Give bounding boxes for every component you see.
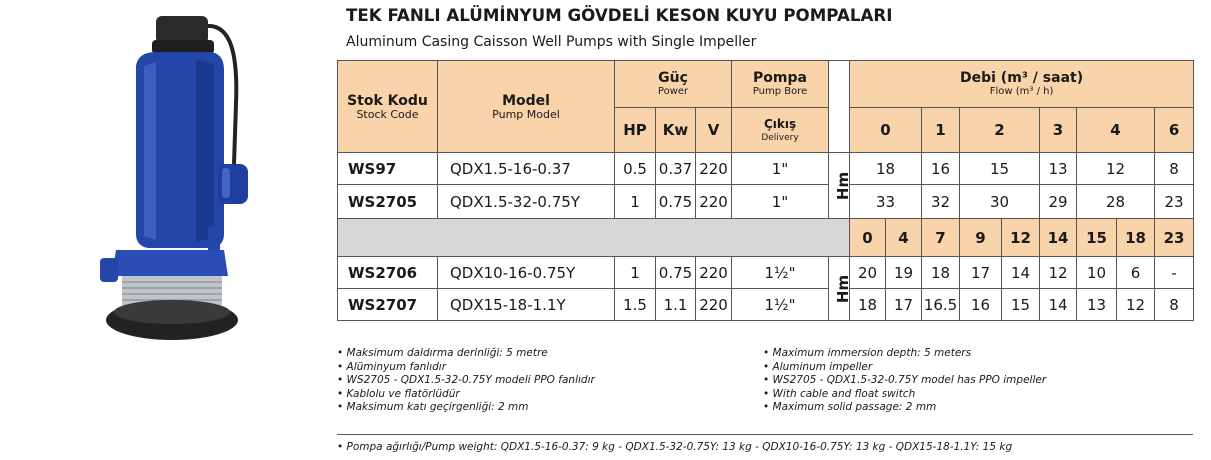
model-name: QDX1.5-16-0.37 bbox=[438, 153, 615, 185]
flow-col-g2: 9 bbox=[960, 219, 1002, 257]
flow-col-g2: 18 bbox=[1117, 219, 1155, 257]
v-value: 220 bbox=[696, 289, 732, 321]
power-header: Güç Power bbox=[615, 61, 732, 108]
note-item: • Aluminum impeller bbox=[763, 360, 873, 373]
notes-divider bbox=[337, 434, 1193, 435]
head-value: 17 bbox=[886, 289, 922, 321]
flow-col-g1: 0 bbox=[850, 108, 922, 153]
flow-col-g1: 6 bbox=[1155, 108, 1194, 153]
bore-value: 1½" bbox=[732, 289, 829, 321]
head-value: 18 bbox=[850, 289, 886, 321]
stock-code: WS97 bbox=[338, 153, 438, 185]
note-item: • Kablolu ve flatörlüdür bbox=[337, 387, 460, 400]
head-value: 20 bbox=[850, 257, 886, 289]
hm-spacer-header bbox=[829, 61, 850, 153]
head-value: 16.5 bbox=[922, 289, 960, 321]
hp-value: 0.5 bbox=[615, 153, 656, 185]
model-name: QDX1.5-32-0.75Y bbox=[438, 185, 615, 219]
header-row-1 bbox=[338, 61, 1194, 108]
hp-value: 1.5 bbox=[615, 289, 656, 321]
head-value: 16 bbox=[922, 153, 960, 185]
flow-col-g1: 1 bbox=[922, 108, 960, 153]
model-name: QDX10-16-0.75Y bbox=[438, 257, 615, 289]
flow-col-g2: 7 bbox=[922, 219, 960, 257]
head-value: 15 bbox=[960, 153, 1040, 185]
v-header: V bbox=[696, 108, 732, 153]
gray-separator bbox=[338, 219, 850, 257]
model-name: QDX15-18-1.1Y bbox=[438, 289, 615, 321]
note-item: • WS2705 - QDX1.5-32-0.75Y modeli PPO fanlıdır bbox=[337, 374, 595, 386]
spec-table bbox=[337, 60, 1194, 321]
flow-col-g2: 0 bbox=[850, 219, 886, 257]
head-value: 23 bbox=[1155, 185, 1194, 219]
head-value: 29 bbox=[1040, 185, 1077, 219]
head-value: 15 bbox=[1002, 289, 1040, 321]
head-value: 17 bbox=[960, 257, 1002, 289]
stock-code: WS2707 bbox=[338, 289, 438, 321]
v-value: 220 bbox=[696, 153, 732, 185]
flow-col-g2: 23 bbox=[1155, 219, 1194, 257]
v-value: 220 bbox=[696, 257, 732, 289]
head-value: 19 bbox=[886, 257, 922, 289]
head-value: 18 bbox=[850, 153, 922, 185]
flow-col-g1: 4 bbox=[1077, 108, 1155, 153]
group2-header-row bbox=[338, 219, 1194, 257]
table-row bbox=[338, 185, 1194, 219]
kw-value: 0.75 bbox=[656, 257, 696, 289]
head-value: 32 bbox=[922, 185, 960, 219]
weight-note: • Pompa ağırlığı/Pump weight: QDX1.5-16-0.37: 9 kg - QDX1.5-32-0.75Y: 13 kg - QDX10-16-0.75Y: 13 kg - QDX15-18-1.1Y: 15 kg bbox=[337, 441, 1013, 453]
bore-value: 1" bbox=[732, 185, 829, 219]
hm-unit-label: Hm bbox=[829, 153, 850, 219]
stock-code: WS2706 bbox=[338, 257, 438, 289]
bore-value: 1" bbox=[732, 153, 829, 185]
table-row bbox=[338, 153, 1194, 185]
stock-code-header: Stok Kodu Stock Code bbox=[338, 61, 438, 153]
v-value: 220 bbox=[696, 185, 732, 219]
head-value: 12 bbox=[1040, 257, 1077, 289]
note-item: • Maksimum daldırma derinliği: 5 metre bbox=[337, 347, 548, 359]
head-value: 13 bbox=[1040, 153, 1077, 185]
head-value: 8 bbox=[1155, 153, 1194, 185]
kw-value: 0.75 bbox=[656, 185, 696, 219]
head-value: 12 bbox=[1117, 289, 1155, 321]
page-subtitle: Aluminum Casing Caisson Well Pumps with Single Impeller bbox=[346, 34, 757, 50]
stock-code: WS2705 bbox=[338, 185, 438, 219]
note-item: • Maximum solid passage: 2 mm bbox=[763, 401, 937, 413]
table-row bbox=[338, 257, 1194, 289]
table-row bbox=[338, 289, 1194, 321]
note-item: • Maksimum katı geçirgenliği: 2 mm bbox=[337, 401, 529, 413]
flow-col-g1: 2 bbox=[960, 108, 1040, 153]
flow-header: Debi (m³ / saat) Flow (m³ / h) bbox=[850, 61, 1194, 108]
kw-header: Kw bbox=[656, 108, 696, 153]
flow-col-g2: 15 bbox=[1077, 219, 1117, 257]
notes-turkish bbox=[337, 347, 595, 415]
hm-unit-label: Hm bbox=[829, 257, 850, 321]
head-value: - bbox=[1155, 257, 1194, 289]
page-title: TEK FANLI ALÜMİNYUM GÖVDELİ KESON KUYU POMPALARI bbox=[346, 6, 893, 26]
head-value: 16 bbox=[960, 289, 1002, 321]
kw-value: 0.37 bbox=[656, 153, 696, 185]
hp-header: HP bbox=[615, 108, 656, 153]
head-value: 13 bbox=[1077, 289, 1117, 321]
head-value: 28 bbox=[1077, 185, 1155, 219]
head-value: 6 bbox=[1117, 257, 1155, 289]
kw-value: 1.1 bbox=[656, 289, 696, 321]
pump-image bbox=[96, 14, 244, 344]
notes-english bbox=[763, 347, 1046, 415]
model-header: Model Pump Model bbox=[438, 61, 615, 153]
bore-value: 1½" bbox=[732, 257, 829, 289]
flow-col-g1: 3 bbox=[1040, 108, 1077, 153]
head-value: 33 bbox=[850, 185, 922, 219]
hp-value: 1 bbox=[615, 185, 656, 219]
flow-col-g2: 4 bbox=[886, 219, 922, 257]
head-value: 14 bbox=[1002, 257, 1040, 289]
head-value: 8 bbox=[1155, 289, 1194, 321]
flow-col-g2: 12 bbox=[1002, 219, 1040, 257]
note-item: • Alüminyum fanlıdır bbox=[337, 360, 447, 373]
head-value: 14 bbox=[1040, 289, 1077, 321]
head-value: 30 bbox=[960, 185, 1040, 219]
head-value: 10 bbox=[1077, 257, 1117, 289]
head-value: 12 bbox=[1077, 153, 1155, 185]
hp-value: 1 bbox=[615, 257, 656, 289]
note-item: • WS2705 - QDX1.5-32-0.75Y model has PPO impeller bbox=[763, 374, 1047, 386]
note-item: • With cable and float switch bbox=[763, 387, 916, 400]
note-item: • Maximum immersion depth: 5 meters bbox=[763, 347, 972, 359]
head-value: 18 bbox=[922, 257, 960, 289]
flow-col-g2: 14 bbox=[1040, 219, 1077, 257]
delivery-header: Çıkış Delivery bbox=[732, 108, 829, 153]
bore-header: Pompa Pump Bore bbox=[732, 61, 829, 108]
